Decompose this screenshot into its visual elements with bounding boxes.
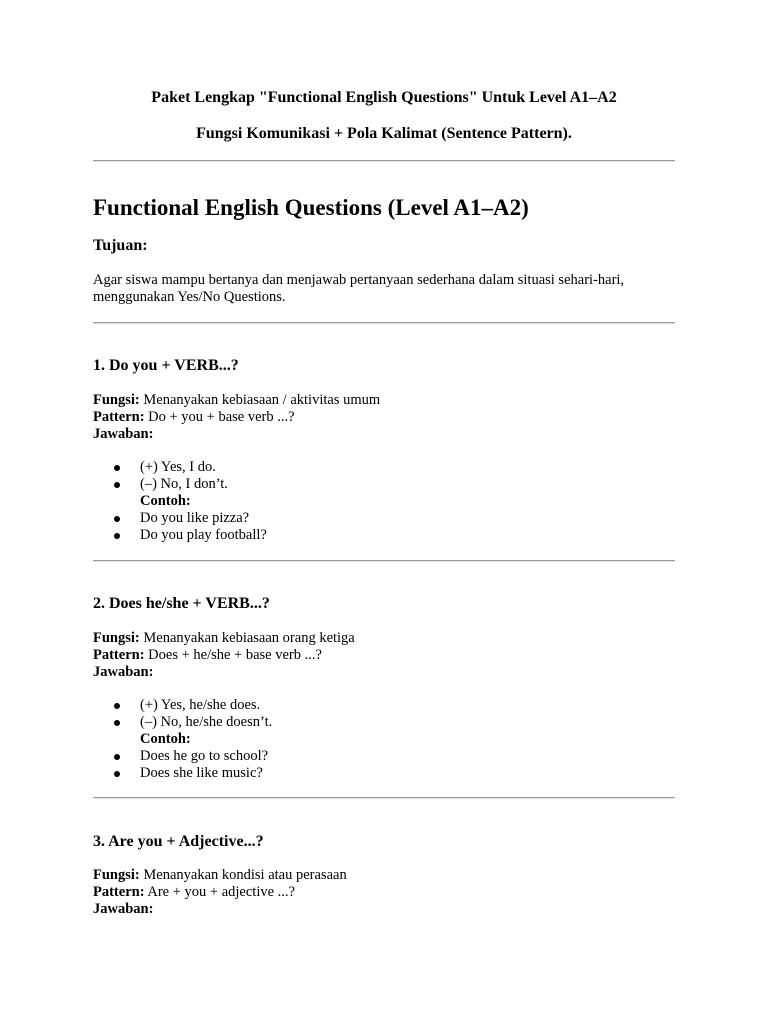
list-item: (–) No, he/she doesn’t. — [140, 714, 273, 730]
section-2-fungsi — [93, 630, 355, 647]
list-item: (+) Yes, he/she does. — [140, 697, 261, 713]
section-2-pattern — [93, 647, 322, 664]
jawaban-label: Jawaban: — [93, 664, 154, 680]
fungsi-text: Menanyakan kebiasaan orang ketiga — [143, 630, 355, 646]
horizontal-divider — [93, 160, 675, 162]
contoh-label: Contoh: — [140, 731, 191, 747]
list-item: (–) No, I don’t. — [140, 476, 228, 492]
fungsi-label: Fungsi: — [93, 867, 140, 883]
section-3-pattern — [93, 884, 295, 901]
section-1-heading: 1. Do you + VERB...? — [93, 357, 239, 374]
section-1-pattern — [93, 409, 295, 426]
bullet-icon — [114, 771, 120, 777]
list-item: Does he go to school? — [140, 748, 269, 764]
pattern-label: Pattern: — [93, 647, 145, 663]
horizontal-divider — [93, 797, 675, 799]
tujuan-text-line-2: menggunakan Yes/No Questions. — [93, 289, 286, 305]
horizontal-divider — [93, 322, 675, 324]
list-item: Do you play football? — [140, 527, 267, 543]
page-title: Functional English Questions (Level A1–A2) — [93, 195, 529, 220]
bullet-icon — [114, 482, 120, 488]
tujuan-heading: Tujuan: — [93, 237, 148, 254]
list-item: Does she like music? — [140, 765, 263, 781]
contoh-label: Contoh: — [140, 493, 191, 509]
pattern-text: Does + he/she + base verb ...? — [148, 647, 322, 663]
document-header-line-2: Fungsi Komunikasi + Pola Kalimat (Sentence Pattern). — [196, 125, 572, 142]
fungsi-text: Menanyakan kebiasaan / aktivitas umum — [143, 392, 381, 408]
tujuan-text-line-1: Agar siswa mampu bertanya dan menjawab pertanyaan sederhana dalam situasi sehari-hari, — [93, 272, 625, 288]
section-3-heading: 3. Are you + Adjective...? — [93, 833, 264, 850]
pattern-text: Are + you + adjective ...? — [147, 884, 295, 900]
bullet-icon — [114, 703, 120, 709]
pattern-label: Pattern: — [93, 884, 145, 900]
horizontal-divider — [93, 560, 675, 562]
document-header-line-1: Paket Lengkap "Functional English Questions" Untuk Level A1–A2 — [151, 89, 617, 106]
jawaban-label: Jawaban: — [93, 426, 154, 442]
fungsi-label: Fungsi: — [93, 630, 140, 646]
bullet-icon — [114, 533, 120, 539]
list-item: Do you like pizza? — [140, 510, 250, 526]
list-item: (+) Yes, I do. — [140, 459, 216, 475]
bullet-icon — [114, 720, 120, 726]
section-2-jawaban — [93, 664, 153, 681]
bullet-icon — [114, 754, 120, 760]
section-1-jawaban — [93, 426, 153, 443]
pattern-text: Do + you + base verb ...? — [148, 409, 295, 425]
pattern-label: Pattern: — [93, 409, 145, 425]
section-1-fungsi — [93, 392, 380, 409]
section-2-heading: 2. Does he/she + VERB...? — [93, 595, 270, 612]
section-3-jawaban — [93, 901, 153, 918]
fungsi-text: Menanyakan kondisi atau perasaan — [143, 867, 347, 883]
fungsi-label: Fungsi: — [93, 392, 140, 408]
section-3-fungsi — [93, 867, 347, 884]
bullet-icon — [114, 516, 120, 522]
jawaban-label: Jawaban: — [93, 901, 154, 917]
bullet-icon — [114, 465, 120, 471]
